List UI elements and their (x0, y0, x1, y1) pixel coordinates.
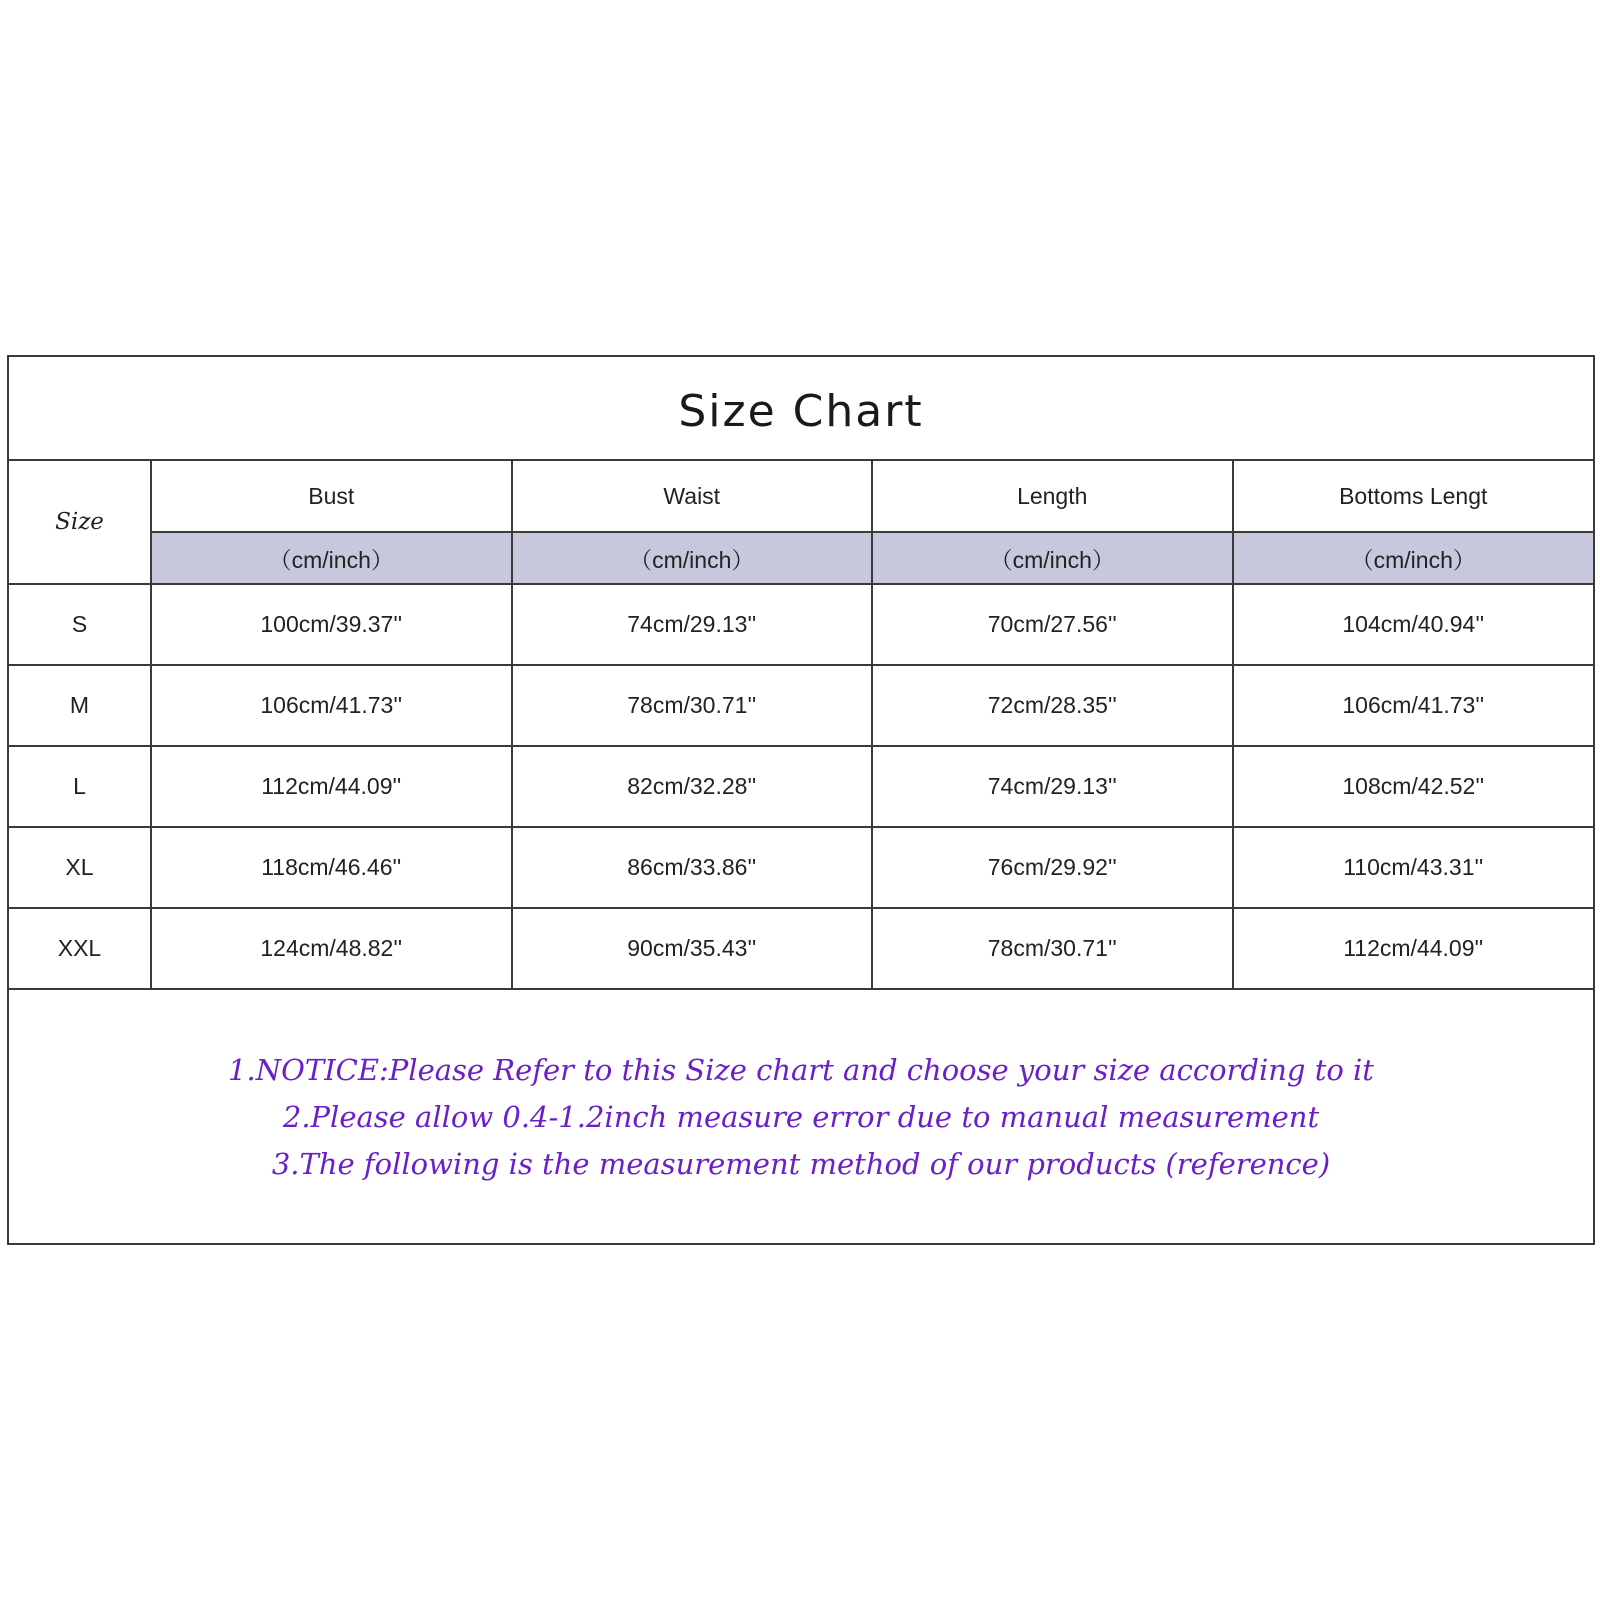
column-header-bottoms-length: Bottoms Lengt (1233, 461, 1594, 532)
table-row (9, 746, 1593, 827)
unit-row (9, 532, 1593, 584)
measurement-cell: 104cm/40.94'' (1233, 584, 1594, 665)
unit-cell-length: （cm/inch） (872, 532, 1233, 584)
measurement-cell: 82cm/32.28'' (512, 746, 873, 827)
table-row (9, 665, 1593, 746)
measurement-cell: 112cm/44.09'' (151, 746, 512, 827)
table-row (9, 584, 1593, 665)
measurement-cell: 112cm/44.09'' (1233, 908, 1594, 989)
measurement-cell: 78cm/30.71'' (872, 908, 1233, 989)
size-label-cell: L (9, 746, 151, 827)
size-label-cell: S (9, 584, 151, 665)
column-header-bust: Bust (151, 461, 512, 532)
size-table (9, 461, 1593, 990)
measurement-cell: 124cm/48.82'' (151, 908, 512, 989)
note-line-1: 1.NOTICE:Please Refer to this Size chart and choose your size according to it (228, 1053, 1374, 1087)
size-label-cell: XXL (9, 908, 151, 989)
unit-cell-waist: （cm/inch） (512, 532, 873, 584)
measurement-cell: 100cm/39.37'' (151, 584, 512, 665)
size-chart (7, 355, 1595, 1245)
measurement-cell: 74cm/29.13'' (872, 746, 1233, 827)
unit-cell-bottoms-length: （cm/inch） (1233, 532, 1594, 584)
measurement-cell: 78cm/30.71'' (512, 665, 873, 746)
measurement-cell: 110cm/43.31'' (1233, 827, 1594, 908)
header-row (9, 461, 1593, 532)
size-header-cell: Size (9, 461, 151, 584)
notes-block (9, 1047, 1593, 1188)
chart-title: Size Chart (678, 385, 924, 437)
measurement-cell: 118cm/46.46'' (151, 827, 512, 908)
table-row (9, 827, 1593, 908)
title-row (9, 357, 1593, 461)
measurement-cell: 74cm/29.13'' (512, 584, 873, 665)
measurement-cell: 76cm/29.92'' (872, 827, 1233, 908)
measurement-cell: 70cm/27.56'' (872, 584, 1233, 665)
column-header-length: Length (872, 461, 1233, 532)
unit-cell-bust: （cm/inch） (151, 532, 512, 584)
measurement-cell: 108cm/42.52'' (1233, 746, 1594, 827)
measurement-cell: 86cm/33.86'' (512, 827, 873, 908)
size-label-cell: XL (9, 827, 151, 908)
column-header-waist: Waist (512, 461, 873, 532)
measurement-cell: 90cm/35.43'' (512, 908, 873, 989)
measurement-cell: 106cm/41.73'' (1233, 665, 1594, 746)
note-line-2: 2.Please allow 0.4-1.2inch measure error due to manual measurement (282, 1100, 1320, 1134)
note-line-3: 3.The following is the measurement method of our products (reference) (271, 1147, 1331, 1181)
measurement-cell: 106cm/41.73'' (151, 665, 512, 746)
measurement-cell: 72cm/28.35'' (872, 665, 1233, 746)
table-row (9, 908, 1593, 989)
size-label-cell: M (9, 665, 151, 746)
